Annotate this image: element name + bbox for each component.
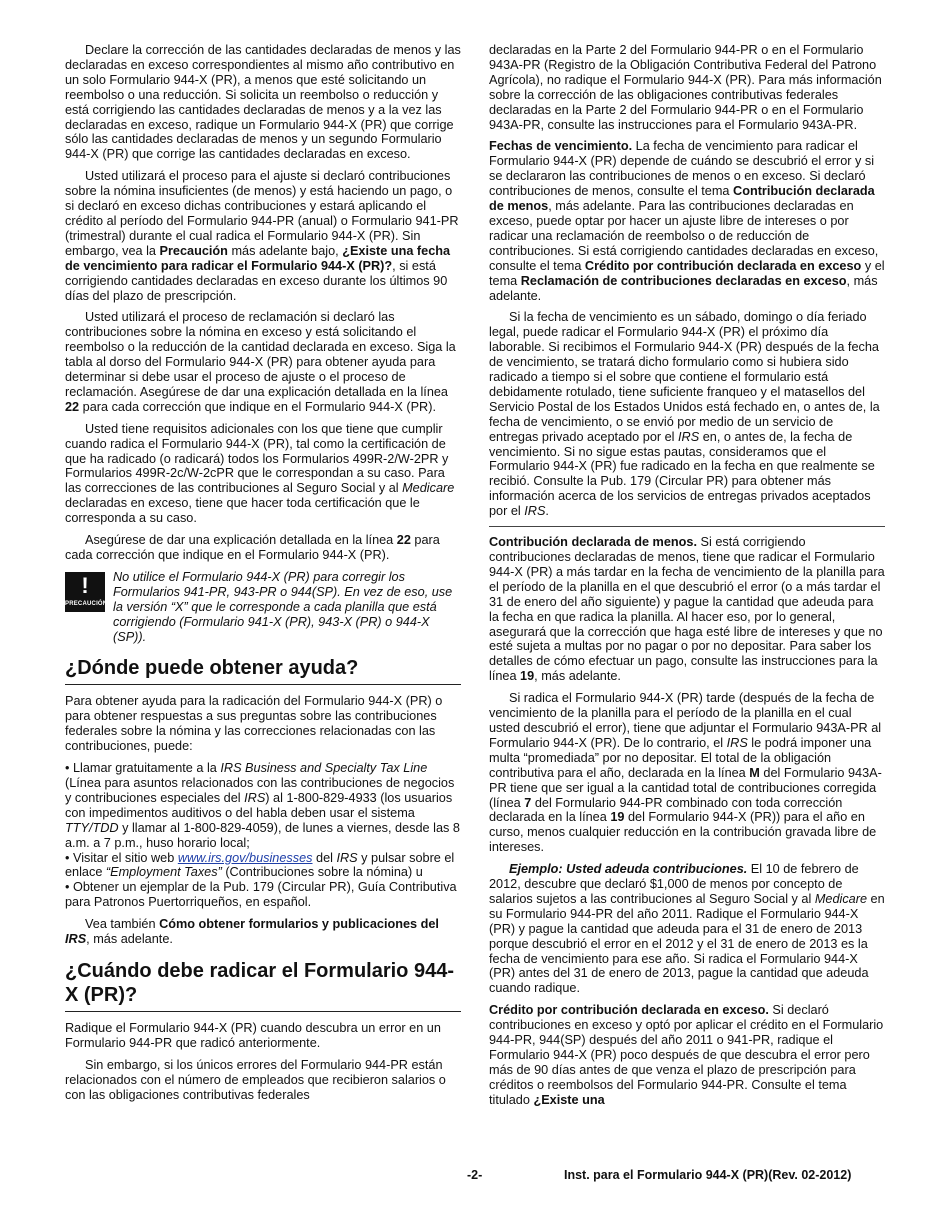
paragraph-due-dates: Fechas de vencimiento. La fecha de vencimiento para radicar el Formulario 944-X (PR) depende de cuándo se descubrió el error y si se declararon las contribuciones de menos o en exceso. Si declaró contribuciones de menos, consulte el tema Contribución declarada de menos, más adelante. Para las contribuciones declaradas en exceso, puede optar por hacer un ajuste libre de intereses o por radicar una reclamación de reembolso o de reducción de contribuciones. Si está corrigiendo cantidades declaradas en exceso, consulte el tema Crédito por contribución declarada en exceso y el tema Reclamación de contribuciones declaradas en exceso, más adelante. — [489, 139, 885, 303]
caution-text: No utilice el Formulario 944-X (PR) para corregir los Formularios 941-PR, 943-PR o 944(SP). En vez de eso, use la versión “X” que le corresponde a cada planilla que está corrigiendo (Formulario 941-X (PR), 943-X (PR) o 944-X (SP)). — [113, 569, 453, 644]
paragraph-example: Ejemplo: Usted adeuda contribuciones. El 10 de febrero de 2012, descubre que declaró $1,000 de menos por concepto de salarios sujetos a las contribuciones al Seguro Social y al Medicare en su Formulario 944-PR del año 2011. Radique el Formulario 944-X (PR) y pague la cantidad que adeuda para el 31 de enero de 2013 porque descubrió el error en el 2012 y el 31 de enero de 2013 es la fecha de vencimiento para ese año. Si radica el Formulario 944-X (PR) antes del 31 de enero de 2013, pague la cantidad que adeuda cuando radique. — [489, 862, 885, 996]
paragraph-explanation-line22: Asegúrese de dar una explicación detallada en la línea 22 para cada corrección que indique en el Formulario 944-X (PR). — [65, 533, 440, 562]
paragraph-adjustment-process: Usted utilizará el proceso para el ajuste si declaró contribuciones sobre la nómina insuficientes (de menos) y está haciendo un pago, o si declaró en exceso dichas contribuciones y estará aplicando el crédito al período del Formulario 944-PR (anual) o Formulario 941-PR (trimestral) durante el cual radica el Formulario 944-X (PR). Sin embargo, vea la Precaución más adelante bajo, ¿Existe una fecha de vencimiento para radicar el Formulario 944-X (PR)?, si está corrigiendo cantidades declaradas en exceso durante los últimos 90 días del plazo de prescripción. — [65, 169, 459, 303]
section-divider — [489, 526, 885, 527]
paragraph-late-filing: Si radica el Formulario 944-X (PR) tarde (después de la fecha de vencimiento de la planilla para el período de la planilla en el cual usted descubrió el error), tiene que adjuntar el Formulario 943A-PR al Formulario 944-X (PR). De lo contrario, el IRS le podrá imponer una multa “promediada” por no depositar. El total de la obligación contributiva para el año, declarada en la línea M del Formulario 943A-PR tiene que ser igual a la cantidad total de contribuciones corregida (línea 7 del Formulario 944-PR combinado con toda corrección declarada en la línea 19 del Formulario 944-X (PR)) para el año en curso, menos cualquier reducción en la contribución gravada libre de intereses. — [489, 691, 882, 855]
paragraph-help-intro: Para obtener ayuda para la radicación del Formulario 944-X (PR) o para obtener respuestas a sus preguntas sobre las contribuciones federales sobre la nómina y las correcciones relacionadas con las contribuciones, puede: — [65, 694, 443, 754]
bullet-call-irs: • Llamar gratuitamente a la IRS Business and Specialty Tax Line (Línea para asuntos relacionados con las contribuciones de negocios y contribuciones especiales del IRS) al 1-800-829-4933 (los usuarios con impedimentos auditivos o del habla deben usar el sistema TTY/TDD y llamar al 1-800-829-4059), de lunes a viernes, desde las 8 a.m. a 7 p.m., huso horario local; — [65, 761, 460, 850]
caution-note — [65, 570, 461, 645]
right-column — [489, 43, 885, 1115]
paragraph-part2-liabilities: declaradas en la Parte 2 del Formulario 944-PR o en el Formulario 943A-PR (Registro de la Obligación Contributiva Federal del Patrono Agrícola), no radique el Formulario 944-X (PR). Para más información sobre la corrección de las obligaciones contributivas federales declaradas en la Parte 2 del Formulario 944-PR o en el Formulario 943A-PR, consulte las instrucciones para el Formulario 943A-PR. — [489, 43, 882, 132]
paragraph-underreported: Contribución declarada de menos. Si está corrigiendo contribuciones declaradas de menos, tiene que radicar el Formulario 944-X (PR) a más tardar en la fecha de vencimiento de la planilla para el período de la planilla en el que descubrió el error (o a más tardar el 31 de enero del año siguiente) y pague la cantidad que adeuda para la fecha en que radica la planilla. Al hacer eso, por lo general, asegurará que la corrección que haga esté libre de intereses y que no esté sujeta a multas por no pagar o por no depositar. Para saber los detalles de cómo efectuar un pago, consulte las instrucciones para la línea 19, más adelante. — [489, 535, 885, 684]
paragraph-claim-process: Usted utilizará el proceso de reclamación si declaró las contribuciones sobre la nómina en exceso y está solicitando el reembolso o la reducción de la cantidad declarada en exceso. Siga la tabla al dorso del Formulario 944-X (PR) para obtener ayuda para determinar si debe usar el proceso de ajuste o el proceso de reclamación. Asegúrese de dar una explicación detallada en la línea 22 para cada corrección que indique en el Formulario 944-X (PR). — [65, 310, 456, 414]
paragraph-overreported-credit: Crédito por contribución declarada en exceso. Si declaró contribuciones en exceso y optó por aplicar el crédito en el Formulario 944-PR, 944(SP) después del año 2011 o 941-PR, radique el Formulario 944-X (PR) poco después de que descubra el error pero más de 90 días antes de que venza el plazo de prescripción para créditos o reembolsos del Formulario 944-PR. Consulte el tema titulado ¿Existe una — [489, 1003, 884, 1107]
paragraph-corrections: Declare la corrección de las cantidades declaradas de menos y las declaradas en exceso correspondientes al mismo año contributivo en un solo Formulario 944-X (PR), a menos que esté solicitando un reembolso o una reducción. Si solicita un reembolso o reducción y está corrigiendo las cantidades declaradas de menos y a la vez las declaradas en exceso, radique un Formulario 944-X (PR) que corrige sólo las cantidades declaradas de menos y un segundo Formulario 944-X (PR) que corrige las cantidades declaradas en exceso. — [65, 43, 461, 162]
paragraph-additional-requirements: Usted tiene requisitos adicionales con los que tiene que cumplir cuando radica el Formulario 944-X (PR), tal como la certificación de que ha radicado (o radicará) todos los Formularios 499R-2/W-2PR y Formularios 499R-2c/W-2cPR que le correspondan a su caso. Para las correcciones de las contribuciones al Seguro Social y al Medicare declaradas en exceso, tiene que hacer toda certificación que le corresponda a su caso. — [65, 421, 455, 526]
paragraph-see-also: Vea también Cómo obtener formularios y publicaciones del IRS, más adelante. — [65, 917, 439, 947]
paragraph-when-file: Radique el Formulario 944-X (PR) cuando descubra un error en un Formulario 944-PR que radicó anteriormente. — [65, 1020, 441, 1050]
left-column — [65, 43, 461, 1109]
heading-when-file: ¿Cuándo debe radicar el Formulario 944-X (PR)? — [65, 959, 461, 1012]
paragraph-however: Sin embargo, si los únicos errores del Formulario 944-PR están relacionados con el número de empleados que recibieron salarios o con las obligaciones contributivas federales — [65, 1057, 446, 1102]
bullet-visit-website: • Visitar el sitio web www.irs.gov/businesses del IRS y pulsar sobre el enlace “Employment Taxes” (Contribuciones sobre la nómina) u — [65, 850, 455, 880]
bullet-get-pub179: • Obtener un ejemplar de la Pub. 179 (Circular PR), Guía Contributiva para Patronos Puertorriqueños, en español. — [65, 880, 457, 910]
footer-form-reference: Inst. para el Formulario 944-X (PR)(Rev. 02-2012) — [564, 1168, 852, 1182]
irs-businesses-link[interactable]: www.irs.gov/businesses — [177, 850, 313, 865]
heading-where-help: ¿Dónde puede obtener ayuda? — [65, 656, 461, 685]
caution-icon: ! PRECAUCIÓN — [65, 572, 105, 612]
page-number: -2- — [467, 1168, 483, 1182]
caution-label: PRECAUCIÓN — [65, 600, 108, 607]
paragraph-weekend-holiday: Si la fecha de vencimiento es un sábado, domingo o día feriado legal, puede radicar el Formulario 944-X (PR) el próximo día laborable. Si recibimos el Formulario 944-X (PR) después de la fecha de vencimiento, se tratará dicho formulario como si hubiera sido radicado a tiempo si el sobre que contiene el formulario está debidamente rotulado, tiene suficiente franqueo y el matasellos del Servicio Postal de los Estados Unidos está fechado en, o antes de, la fecha de vencimiento, o se envió por medio de un servicio de entregas privado aceptado por el IRS en, o antes de, la fecha de vencimiento. Si no sigue estas pautas, consideramos que el Formulario 944-X (PR) fue radicado en la fecha en que realmente se recibió. Consulte la Pub. 179 (Circular PR) para obtener más información acerca de los servicios de entregas privados aceptados por el IRS. — [489, 310, 880, 519]
